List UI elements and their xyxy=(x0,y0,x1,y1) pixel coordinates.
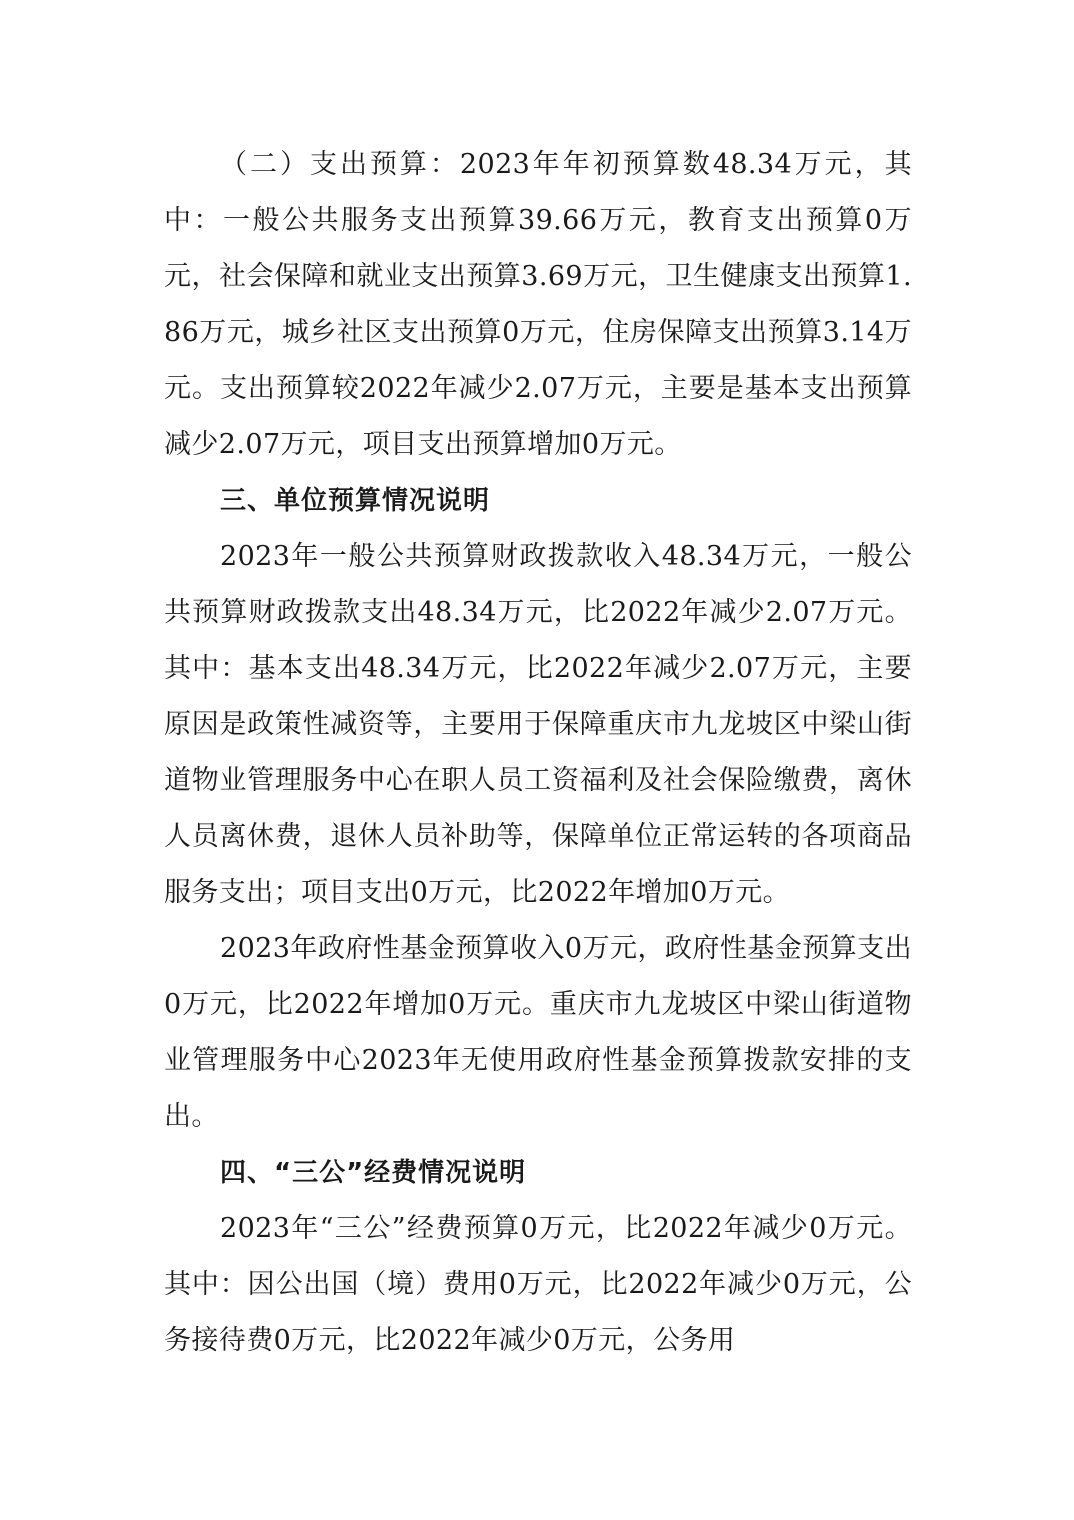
section-heading-unit-budget: 三、单位预算情况说明 xyxy=(220,486,491,516)
section-heading-three-public-expenses: 四、“三公”经费情况说明 xyxy=(220,1158,527,1188)
expenditure-budget-paragraph: （二）支出预算：2023年年初预算数48.34万元，其中：一般公共服务支出预算39.66万元，教育支出预算0万元，社会保障和就业支出预算3.69万元，卫生健康支出预算1.86万元，城乡社区支出预算0万元，住房保障支出预算3.14万元。支出预算较2022年减少2.07万元，主要是基本支出预算减少2.07万元，项目支出预算增加0万元。 xyxy=(164,149,912,460)
three-public-expenses-paragraph: 2023年“三公”经费预算0万元，比2022年减少0万元。其中：因公出国（境）费用0万元，比2022年减少0万元，公务接待费0万元，比2022年减少0万元，公务用 xyxy=(164,1213,912,1356)
government-fund-budget-paragraph: 2023年政府性基金预算收入0万元，政府性基金预算支出0万元，比2022年增加0万元。重庆市九龙坡区中梁山街道物业管理服务中心2023年无使用政府性基金预算拨款安排的支出。 xyxy=(164,933,912,1132)
general-public-budget-paragraph: 2023年一般公共预算财政拨款收入48.34万元，一般公共预算财政拨款支出48.34万元，比2022年减少2.07万元。其中：基本支出48.34万元，比2022年减少2.07万元，主要原因是政策性减资等，主要用于保障重庆市九龙坡区中梁山街道物业管理服务中心在职人员工资福利及社会保险缴费，离休人员离休费，退休人员补助等，保障单位正常运转的各项商品服务支出；项目支出0万元，比2022年增加0万元。 xyxy=(164,541,912,908)
document-body xyxy=(164,137,912,1369)
